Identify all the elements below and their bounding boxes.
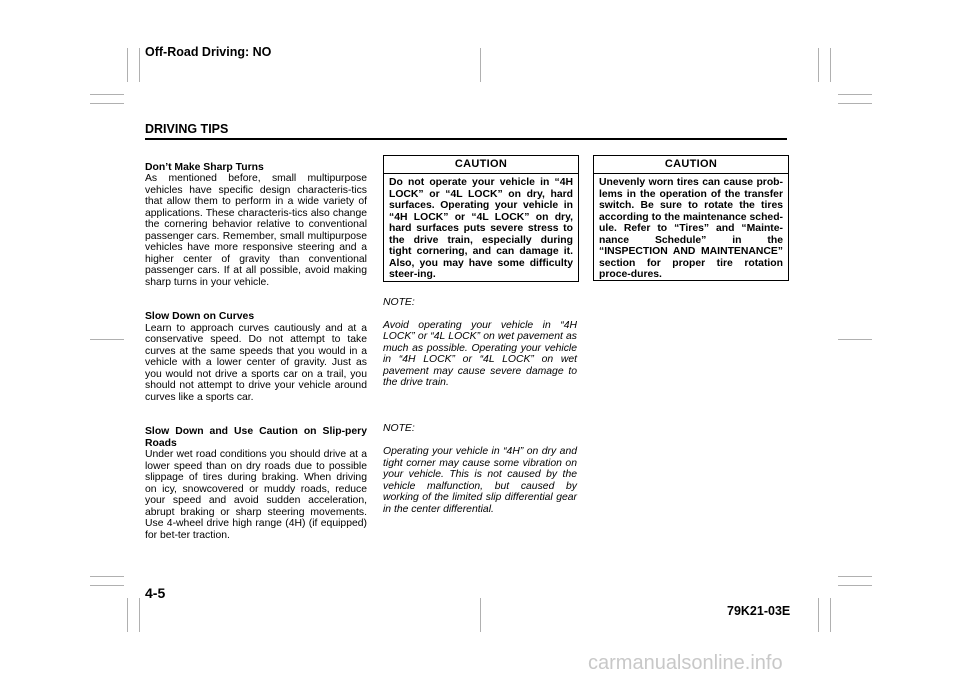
note-label: NOTE: xyxy=(383,423,415,434)
crop-mark xyxy=(480,48,481,82)
crop-mark xyxy=(838,585,872,586)
caution-text: Do not operate your vehicle in “4H LOCK” or “4L LOCK” on dry, hard surfaces. Operating your vehicle in “4H LOCK” or “4L LOCK” on dry, hard surfaces puts severe stress to the drive train, especially during tight cornering, and can damage it. Also, you may have some difficulty steer-ing. xyxy=(389,177,573,280)
note-wet-pavement xyxy=(383,285,577,400)
crop-mark xyxy=(139,598,140,632)
paragraph-text: Learn to approach curves cautiously and at a conservative speed. Do not attempt to take curves at the same speeds that you would in a vehicle with a lower center of gravity. Just as you would not drive a sports car on a trail, you should not attempt to drive your vehicle around curves like a sports car. xyxy=(145,322,367,403)
crop-mark xyxy=(127,48,128,82)
watermark: carmanualsonline.info xyxy=(588,652,783,674)
crop-mark xyxy=(818,48,819,82)
crop-mark xyxy=(830,48,831,82)
crop-mark xyxy=(838,94,872,95)
note-label: NOTE: xyxy=(383,296,415,308)
paragraph-heading: Slow Down and Use Caution on Slip-pery Roads xyxy=(145,426,367,449)
paragraph-text: As mentioned before, small multipurpose vehicles have specific design characteris-tics that allow them to perform in a wide variety of applications. These characteris-tics also change the cornering behavior relative to conventional passenger cars. Remember, small multipurpose vehicles have more responsive steering and a higher center of gravity than conventional passenger cars. If at all possible, avoid making sharp turns in your vehicle. xyxy=(145,173,367,288)
section-title: DRIVING TIPS xyxy=(145,122,229,136)
paragraph-heading: Don’t Make Sharp Turns xyxy=(145,161,264,173)
page-number: 4-5 xyxy=(145,585,166,601)
notes-column xyxy=(383,285,577,538)
left-column xyxy=(145,150,367,553)
paragraph-slippery-roads xyxy=(145,415,367,542)
crop-mark xyxy=(838,103,872,104)
caution-title: CAUTION xyxy=(384,156,578,174)
crop-mark xyxy=(90,585,124,586)
crop-mark xyxy=(838,576,872,577)
crop-mark xyxy=(90,339,124,340)
crop-mark xyxy=(139,48,140,82)
crop-mark xyxy=(830,598,831,632)
caution-text: Unevenly worn tires can cause prob-lems in the operation of the transfer switch. Be sure to rotate the tires according to the maintenance sched-ule. Refer to “Tires” and “Mainte-nance Schedule” in the “INSPECTION AND MAINTENANCE” section for proper tire rotation proce-dures. xyxy=(599,177,783,280)
document-code: 79K21-03E xyxy=(727,604,791,618)
note-text: Avoid operating your vehicle in “4H LOCK” or “4L LOCK” on wet pavement as much as possible. Operating your vehicle in “4H LOCK” or “4L LOCK” on wet pavement may cause severe damage to the drive train. xyxy=(383,319,577,388)
caution-box-tires xyxy=(593,155,789,281)
caution-title: CAUTION xyxy=(594,156,788,174)
crop-mark xyxy=(818,598,819,632)
paragraph-curves xyxy=(145,300,367,404)
header-rule xyxy=(145,138,787,140)
crop-mark xyxy=(838,339,872,340)
crop-mark xyxy=(480,598,481,632)
crop-mark xyxy=(90,576,124,577)
corner-label: Off-Road Driving: NO xyxy=(145,45,272,59)
note-vibration xyxy=(383,412,577,527)
crop-mark xyxy=(90,94,124,95)
crop-mark xyxy=(90,103,124,104)
paragraph-heading: Slow Down on Curves xyxy=(145,311,255,322)
paragraph-text: Under wet road conditions you should drive at a lower speed than on dry roads due to possible slippage of tires during braking. When driving on icy, snowcovered or muddy roads, reduce your speed and avoid sudden acceleration, abrupt braking or sharp steering movements. Use 4-wheel drive high range (4H) (if equipped) for bet-ter traction. xyxy=(145,449,367,541)
crop-mark xyxy=(127,598,128,632)
paragraph-sharp-turns xyxy=(145,150,367,288)
note-text: Operating your vehicle in “4H” on dry and tight corner may cause some vibration on your vehicle. This is not caused by the vehicle malfunction, but caused by working of the limited slip differential gear in the center differential. xyxy=(383,446,577,515)
caution-box-drive-lock xyxy=(383,155,579,282)
